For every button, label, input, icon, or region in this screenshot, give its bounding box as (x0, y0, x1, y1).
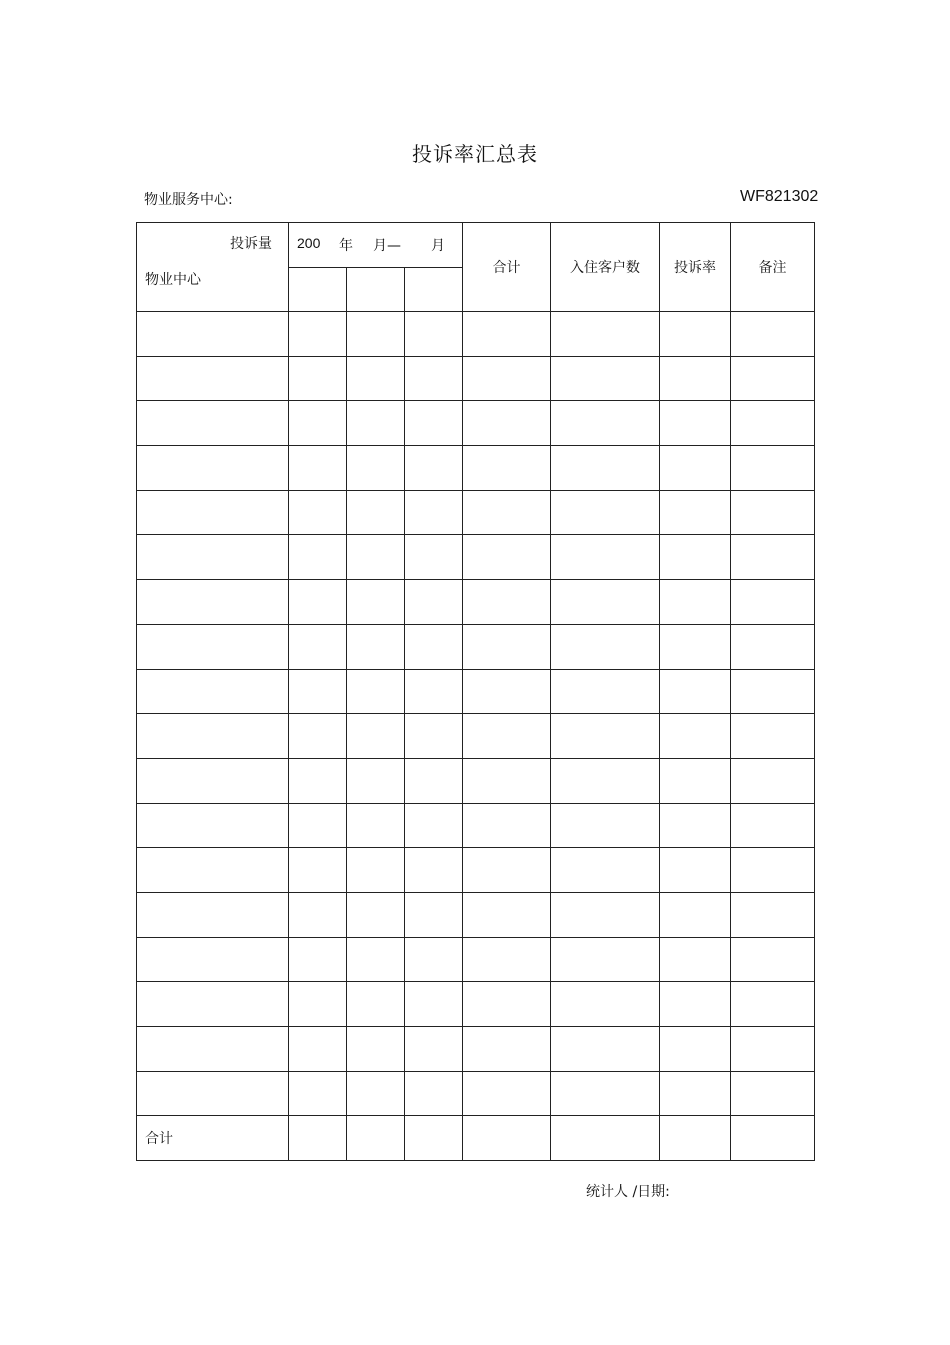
table-cell[interactable] (731, 892, 815, 937)
table-cell[interactable] (289, 803, 347, 848)
table-cell[interactable] (137, 758, 289, 803)
table-cell[interactable] (731, 982, 815, 1027)
table-cell[interactable] (289, 758, 347, 803)
complaint-volume-label: 投诉量 (230, 236, 272, 252)
table-cell[interactable] (463, 1116, 551, 1161)
table-cell[interactable] (660, 446, 731, 491)
table-cell[interactable] (731, 401, 815, 446)
table-cell[interactable] (551, 580, 660, 625)
header-total: 合计 (463, 223, 551, 312)
form-code: WF821302 (740, 188, 819, 205)
table-cell[interactable] (405, 1071, 463, 1116)
table-cell[interactable] (731, 580, 815, 625)
table-cell[interactable] (405, 892, 463, 937)
table-cell[interactable] (137, 892, 289, 937)
table-cell[interactable] (405, 803, 463, 848)
table-cell[interactable] (731, 535, 815, 580)
complaint-rate-table (136, 222, 815, 1161)
table-cell[interactable] (289, 312, 347, 357)
table-row (137, 580, 815, 625)
document-title: 投诉率汇总表 (412, 142, 538, 166)
table-cell[interactable] (137, 580, 289, 625)
table-cell[interactable] (551, 982, 660, 1027)
table-row (137, 1027, 815, 1072)
table-cell[interactable] (347, 624, 405, 669)
table-cell[interactable] (289, 669, 347, 714)
table-cell[interactable] (289, 535, 347, 580)
table-row (137, 937, 815, 982)
table-cell[interactable] (289, 1116, 347, 1161)
statistician-date-label: 统计人 /日期: (586, 1184, 670, 1200)
table-cell[interactable] (405, 714, 463, 759)
table-cell[interactable] (405, 535, 463, 580)
table-cell[interactable] (660, 1027, 731, 1072)
table-row (137, 446, 815, 491)
table-cell[interactable] (405, 401, 463, 446)
table-row (137, 535, 815, 580)
table-row (137, 1071, 815, 1116)
table-row (137, 490, 815, 535)
period-year-unit: 年 (339, 238, 353, 254)
table-cell[interactable] (551, 446, 660, 491)
table-cell[interactable] (463, 848, 551, 893)
table-cell[interactable] (347, 535, 405, 580)
table-cell[interactable] (405, 446, 463, 491)
table-cell[interactable] (551, 714, 660, 759)
table-cell[interactable] (405, 624, 463, 669)
table-cell[interactable] (463, 669, 551, 714)
table-cell[interactable] (137, 848, 289, 893)
table-cell[interactable] (551, 669, 660, 714)
table-cell[interactable] (289, 714, 347, 759)
table-cell[interactable] (551, 624, 660, 669)
table-cell[interactable] (347, 758, 405, 803)
table-cell[interactable] (463, 714, 551, 759)
table-cell[interactable] (551, 490, 660, 535)
table-row (137, 803, 815, 848)
table-cell[interactable] (731, 356, 815, 401)
table-cell[interactable] (347, 982, 405, 1027)
table-cell[interactable] (463, 356, 551, 401)
total-row-label: 合计 (137, 1116, 289, 1161)
table-cell[interactable] (731, 669, 815, 714)
table-cell[interactable] (347, 848, 405, 893)
table-cell[interactable] (347, 669, 405, 714)
table-cell[interactable] (137, 982, 289, 1027)
table-cell[interactable] (347, 937, 405, 982)
table-cell[interactable] (405, 312, 463, 357)
table-row (137, 892, 815, 937)
table-cell[interactable] (405, 758, 463, 803)
table-cell[interactable] (731, 803, 815, 848)
table-cell[interactable] (463, 892, 551, 937)
table-cell[interactable] (660, 312, 731, 357)
table-cell[interactable] (137, 312, 289, 357)
table-cell[interactable] (551, 1071, 660, 1116)
table-cell[interactable] (347, 892, 405, 937)
table-cell[interactable] (137, 401, 289, 446)
table-row (137, 356, 815, 401)
header-complaint-rate: 投诉率 (660, 223, 731, 312)
table-row (137, 982, 815, 1027)
table-cell[interactable] (463, 312, 551, 357)
table-cell[interactable] (660, 624, 731, 669)
table-cell[interactable] (347, 446, 405, 491)
table-cell[interactable] (405, 848, 463, 893)
table-cell[interactable] (463, 937, 551, 982)
table-cell[interactable] (289, 937, 347, 982)
table-cell[interactable] (731, 1027, 815, 1072)
table-cell[interactable] (405, 1027, 463, 1072)
table-cell[interactable] (660, 1116, 731, 1161)
table-cell[interactable] (731, 937, 815, 982)
table-cell[interactable] (660, 669, 731, 714)
table-row (137, 401, 815, 446)
table-cell[interactable] (347, 714, 405, 759)
table-cell[interactable] (347, 580, 405, 625)
table-cell[interactable] (731, 758, 815, 803)
table-cell[interactable] (731, 624, 815, 669)
table-cell[interactable] (405, 937, 463, 982)
table-cell[interactable] (347, 312, 405, 357)
table-cell[interactable] (347, 1071, 405, 1116)
table-cell[interactable] (463, 490, 551, 535)
table-cell[interactable] (405, 982, 463, 1027)
table-cell[interactable] (551, 312, 660, 357)
table-cell[interactable] (660, 848, 731, 893)
table-cell[interactable] (137, 937, 289, 982)
table-cell[interactable] (660, 490, 731, 535)
table-cell[interactable] (731, 312, 815, 357)
total-row (137, 1116, 815, 1161)
table-cell[interactable] (660, 803, 731, 848)
table-cell[interactable] (660, 982, 731, 1027)
table-cell[interactable] (405, 1116, 463, 1161)
table-cell[interactable] (347, 490, 405, 535)
table-cell[interactable] (660, 580, 731, 625)
table-cell[interactable] (551, 1027, 660, 1072)
table-row (137, 714, 815, 759)
header-households: 入住客户数 (551, 223, 660, 312)
table-cell[interactable] (551, 535, 660, 580)
table-cell[interactable] (551, 401, 660, 446)
table-row (137, 624, 815, 669)
table-row (137, 312, 815, 357)
table-cell[interactable] (660, 356, 731, 401)
table-cell[interactable] (405, 580, 463, 625)
property-center-column-label: 物业中心 (145, 272, 201, 288)
table-cell[interactable] (463, 580, 551, 625)
table-cell[interactable] (463, 1027, 551, 1072)
table-cell[interactable] (137, 446, 289, 491)
property-center-label: 物业服务中心: (144, 192, 233, 208)
table-cell[interactable] (347, 803, 405, 848)
table-cell[interactable] (137, 356, 289, 401)
table-cell[interactable] (551, 937, 660, 982)
table-cell[interactable] (289, 580, 347, 625)
period-header (289, 223, 463, 268)
table-cell[interactable] (660, 535, 731, 580)
table-cell[interactable] (551, 848, 660, 893)
table-cell[interactable] (289, 982, 347, 1027)
table-cell[interactable] (660, 892, 731, 937)
table-cell[interactable] (463, 401, 551, 446)
table-cell[interactable] (289, 1027, 347, 1072)
table-cell[interactable] (551, 892, 660, 937)
table-cell[interactable] (289, 356, 347, 401)
table-cell[interactable] (463, 758, 551, 803)
table-cell[interactable] (463, 624, 551, 669)
table-cell[interactable] (463, 446, 551, 491)
table-cell[interactable] (347, 1116, 405, 1161)
table-cell[interactable] (731, 1071, 815, 1116)
period-month-from: 月— (373, 238, 401, 254)
table-cell[interactable] (660, 1071, 731, 1116)
table-cell[interactable] (405, 356, 463, 401)
table-cell[interactable] (731, 490, 815, 535)
table-cell[interactable] (137, 803, 289, 848)
header-remarks: 备注 (731, 223, 815, 312)
table-cell[interactable] (660, 937, 731, 982)
table-cell[interactable] (289, 892, 347, 937)
table-cell[interactable] (551, 1116, 660, 1161)
table-cell[interactable] (551, 356, 660, 401)
table-cell[interactable] (463, 982, 551, 1027)
period-subcolumn[interactable] (347, 268, 405, 312)
table-cell[interactable] (137, 1071, 289, 1116)
table-cell[interactable] (731, 714, 815, 759)
table-cell[interactable] (660, 401, 731, 446)
table-cell[interactable] (405, 669, 463, 714)
period-month-to: 月 (431, 238, 445, 254)
table-cell[interactable] (660, 714, 731, 759)
period-subcolumn[interactable] (289, 268, 347, 312)
period-subcolumn[interactable] (405, 268, 463, 312)
table-cell[interactable] (347, 356, 405, 401)
table-cell[interactable] (731, 848, 815, 893)
table-cell[interactable] (405, 490, 463, 535)
table-cell[interactable] (289, 401, 347, 446)
table-cell[interactable] (137, 714, 289, 759)
table-cell[interactable] (289, 1071, 347, 1116)
table-cell[interactable] (731, 446, 815, 491)
table-cell[interactable] (289, 490, 347, 535)
table-cell[interactable] (731, 1116, 815, 1161)
table-cell[interactable] (347, 1027, 405, 1072)
table-cell[interactable] (289, 848, 347, 893)
table-cell[interactable] (463, 803, 551, 848)
table-row (137, 669, 815, 714)
table-cell[interactable] (289, 446, 347, 491)
table-cell[interactable] (551, 803, 660, 848)
table-cell[interactable] (137, 1027, 289, 1072)
table-cell[interactable] (137, 624, 289, 669)
table-cell[interactable] (463, 1071, 551, 1116)
period-year: 200 (297, 235, 321, 251)
table-row (137, 758, 815, 803)
table-cell[interactable] (137, 490, 289, 535)
table-cell[interactable] (137, 669, 289, 714)
table-cell[interactable] (551, 758, 660, 803)
table-cell[interactable] (347, 401, 405, 446)
header-corner-cell (137, 223, 289, 312)
table-cell[interactable] (660, 758, 731, 803)
table-cell[interactable] (463, 535, 551, 580)
table-row (137, 848, 815, 893)
table-cell[interactable] (137, 535, 289, 580)
table-cell[interactable] (289, 624, 347, 669)
